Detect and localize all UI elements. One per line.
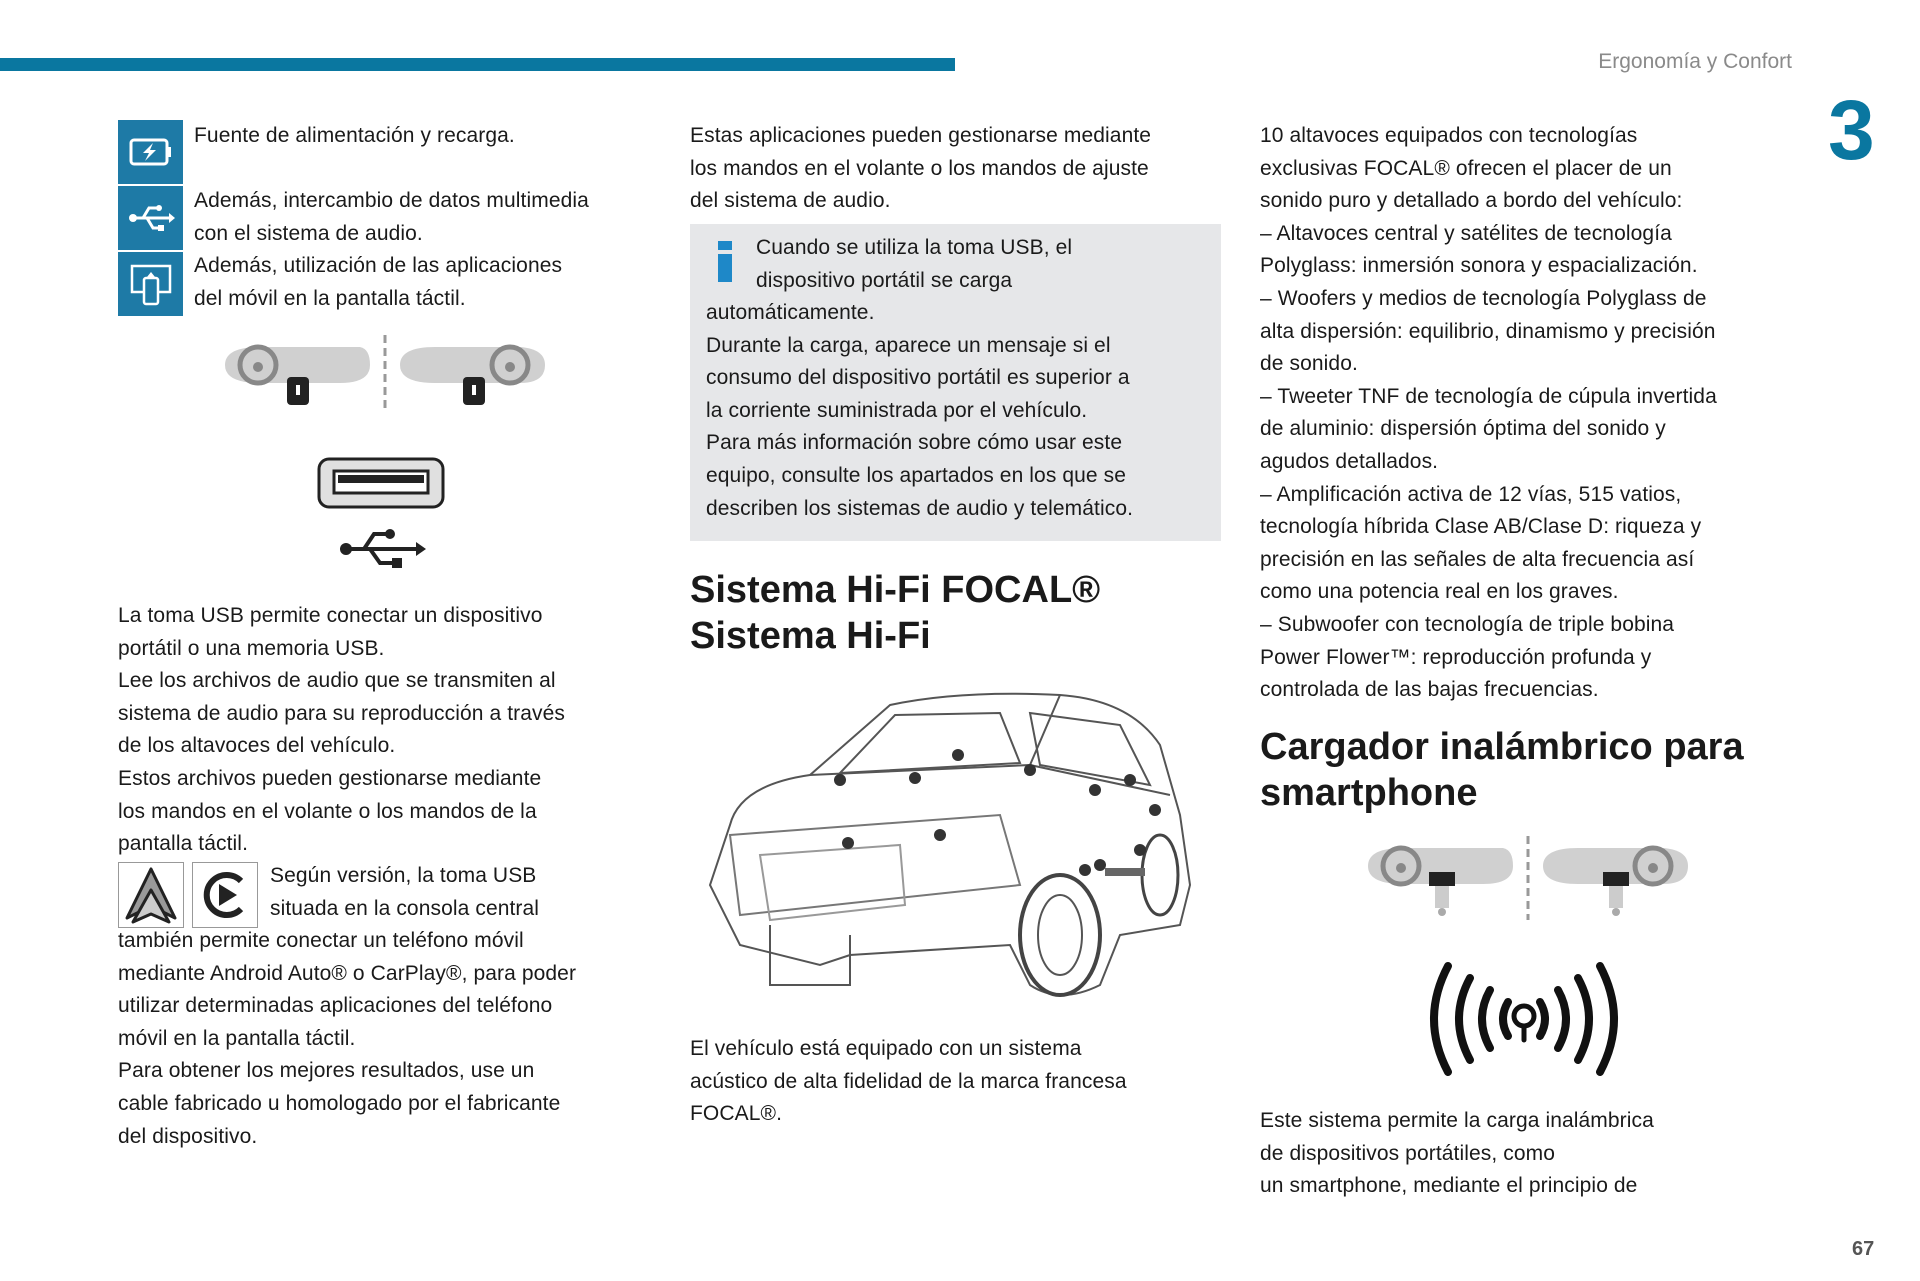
section-title: Ergonomía y Confort — [1598, 50, 1792, 73]
car-speaker-illustration — [700, 685, 1205, 1015]
info-text-first: Cuando se utiliza la toma USB, el dispositivo portátil se carga — [756, 236, 1073, 292]
carplay-icon — [192, 862, 258, 928]
legend-power: Fuente de alimentación y recarga. — [194, 124, 515, 147]
info-icon — [718, 241, 732, 282]
page-number: 67 — [1852, 1238, 1875, 1260]
steering-wheel-location-illustration — [220, 335, 550, 413]
hifi-heading: Sistema Hi-Fi FOCAL® Sistema Hi-Fi — [690, 569, 1101, 657]
wireless-charger-description: Este sistema permite la carga inalámbrica de dispositivos portátiles, como un smartphone, mediante el principio de — [1260, 1109, 1654, 1198]
controls-intro: Estas aplicaciones pueden gestionarse mediante los mandos en el volante o los mandos de ajuste del sistema de audio. — [690, 124, 1152, 213]
wireless-charger-location-illustration — [1363, 836, 1693, 920]
hifi-description: El vehículo está equipado con un sistema acústico de alta fidelidad de la marca francesa FOCAL®. — [690, 1037, 1127, 1126]
power-charge-icon — [118, 120, 183, 186]
legend-data: Además, intercambio de datos multimedia con el sistema de audio. Además, utilización de las aplicaciones del móvil en la pantalla táctil. — [194, 189, 589, 310]
chapter-number: 3 — [1828, 83, 1875, 177]
projection-app-icons — [118, 862, 258, 928]
feature-icon-column — [118, 120, 183, 316]
usb-port-illustration — [316, 456, 448, 571]
info-text-rest: automáticamente. Durante la carga, aparece un mensaje si el consumo del dispositivo portátil es superior a la corriente suministrada por el vehículo. Para más información sobre cómo usar este equipo, consulte los apartados en los que se describen los sistemas de audio y telemático. — [706, 301, 1134, 520]
android-carplay-description: también permite conectar un teléfono móvil mediante Android Auto® o CarPlay®, para poder utilizar determinadas aplicaciones del teléfono móvil en la pantalla táctil. Para obtener los mejores resultados, use un cable fabricado u homologado por el fabricante del dispositivo. — [118, 929, 577, 1148]
usb-description: La toma USB permite conectar un dispositivo portátil o una memoria USB. Lee los archivos de audio que se transmiten al sistema de audio para su reproducción a través de los altavoces del vehículo. Estos archivos pueden gestionarse mediante los mandos en el volante o los mandos de la pantalla táctil. — [118, 604, 566, 856]
wireless-charging-icon — [1426, 958, 1622, 1080]
focal-speakers-description: 10 altavoces equipados con tecnologías exclusivas FOCAL® ofrecen el placer de un sonido puro y detallado a bordo del vehículo: – Altavoces central y satélites de tecnología Polyglass: inmersión sonora y espacialización. – Woofers y medios de tecnología Polyglass de alta dispersión: equilibrio, dinamismo y precisión de sonido. – Tweeter TNF de tecnología de cúpula invertida de aluminio: dispersión óptima del sonido y agudos detallados. – Amplificación activa de 12 vías, 515 vatios, tecnología híbrida Clase AB/Clase D: riqueza y precisión en las señales de alta frecuencia así como una potencia real en los graves. – Subwoofer con tecnología de triple bobina Power Flower™: reproducción profunda y controlada de las bajas frecuencias. — [1260, 124, 1717, 702]
usb-icon — [118, 186, 183, 252]
usb-version-note: Según versión, la toma USB situada en la consola central — [270, 864, 540, 920]
wireless-charger-heading: Cargador inalámbrico para smartphone — [1260, 726, 1744, 814]
smartphone-screen-icon — [118, 252, 183, 316]
info-box — [690, 224, 1221, 541]
android-auto-icon — [118, 862, 184, 928]
header-accent-bar — [0, 58, 955, 71]
